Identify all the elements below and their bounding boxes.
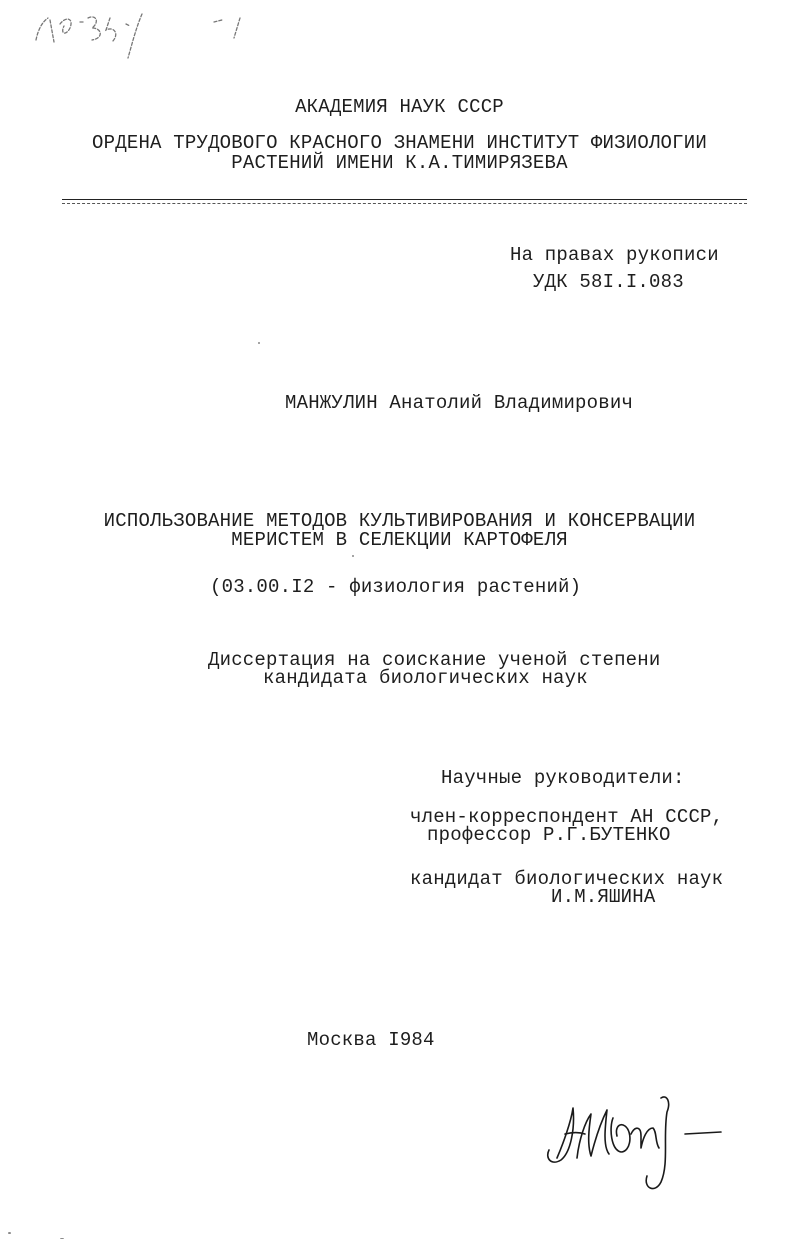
author-signature <box>535 1088 735 1203</box>
manuscript-rights: На правах рукописи <box>510 244 719 266</box>
supervisor2-name: И.М.ЯШИНА <box>551 886 656 908</box>
supervisors-heading: Научные руководители: <box>441 767 685 789</box>
author-name: МАНЖУЛИН Анатолий Владимирович <box>285 392 634 414</box>
scan-speck <box>352 555 354 557</box>
handwritten-archive-note <box>14 4 254 64</box>
supervisor2-title: кандидат биологических наук <box>410 868 724 890</box>
supervisor1-title: член-корреспондент АН СССР, <box>410 806 724 828</box>
degree-statement-line1: Диссертация на соискание ученой степени <box>208 649 661 671</box>
academy-name: АКАДЕМИЯ НАУК СССР <box>295 96 504 118</box>
institute-name-line2: РАСТЕНИЙ ИМЕНИ К.А.ТИМИРЯЗЕВА <box>231 152 568 174</box>
header-divider-secondary <box>62 203 747 204</box>
thesis-title-line1: ИСПОЛЬЗОВАНИЕ МЕТОДОВ КУЛЬТИВИРОВАНИЯ И КОНСЕРВАЦИИ <box>103 510 696 532</box>
specialty-code: (03.00.I2 - физиология растений) <box>210 576 582 598</box>
institute-name-line1: ОРДЕНА ТРУДОВОГО КРАСНОГО ЗНАМЕНИ ИНСТИТУТ ФИЗИОЛОГИИ <box>92 132 707 154</box>
thesis-title-line2: МЕРИСТЕМ В СЕЛЕКЦИИ КАРТОФЕЛЯ <box>231 529 568 551</box>
scan-speck <box>60 1238 64 1239</box>
scan-speck <box>258 342 260 344</box>
place-and-year: Москва I984 <box>307 1029 435 1051</box>
udk-code: УДК 58I.I.083 <box>533 271 684 293</box>
header-divider <box>62 199 747 200</box>
degree-statement-line2: кандидата биологических наук <box>263 667 588 689</box>
scan-speck <box>8 1232 11 1234</box>
supervisor1-name: профессор Р.Г.БУТЕНКО <box>427 824 671 846</box>
